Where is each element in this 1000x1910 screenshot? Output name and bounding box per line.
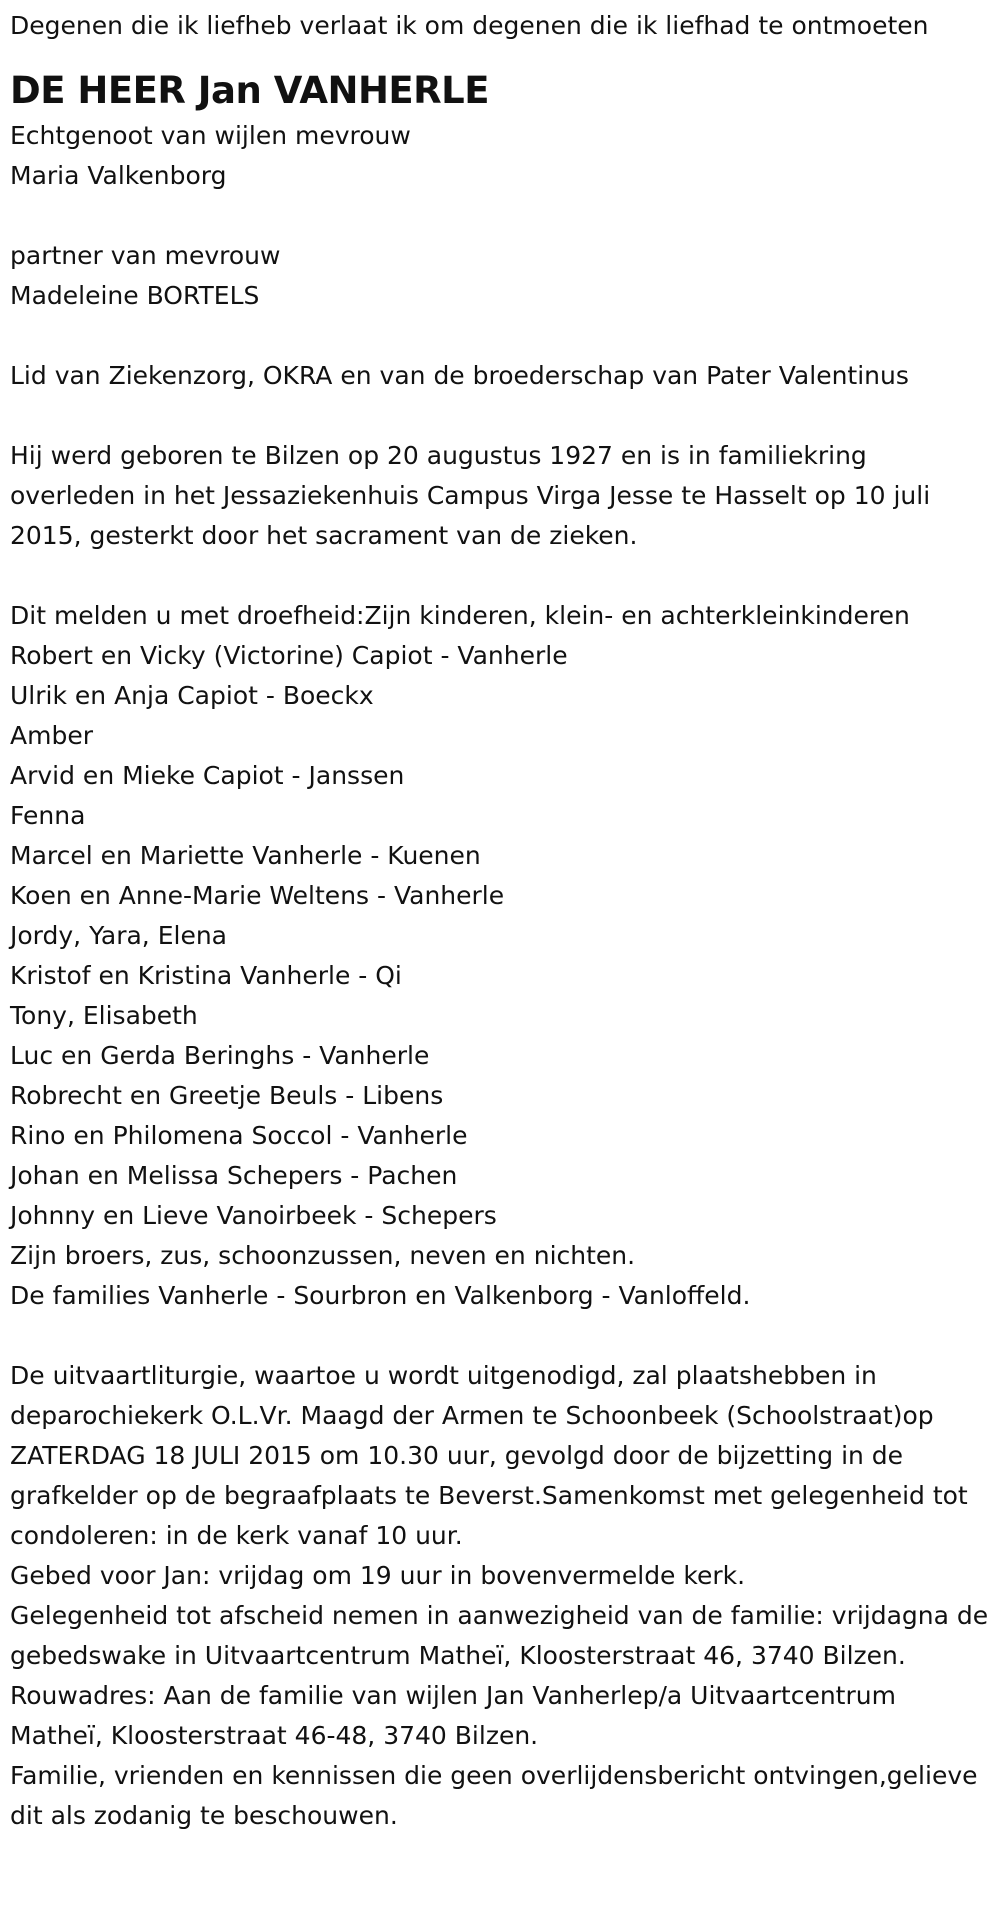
mourner-line: Arvid en Mieke Capiot - Janssen <box>10 761 405 790</box>
funeral-liturgy: De uitvaartliturgie, waartoe u wordt uitgenodigd, zal plaatshebben in deparochiekerk O.L.Vr. Maagd der Armen te Schoonbeek (Schoolstraat)op ZATERDAG 18 JULI 2015 om 10.30 uur, gevolgd door de bijzetting in de grafkelder op de begraafplaats te Beverst.Samenkomst met gelegenheid tot condoleren: in de kerk vanaf 10 uur. <box>10 1361 968 1550</box>
mourner-line: Johan en Melissa Schepers - Pachen <box>10 1161 458 1190</box>
deceased-name: DE HEER Jan VANHERLE <box>10 69 490 112</box>
spouse-line-1: Echtgenoot van wijlen mevrouw <box>10 121 411 150</box>
farewell-info: Gelegenheid tot afscheid nemen in aanwezigheid van de familie: vrijdagna de gebedswake in Uitvaartcentrum Matheï, Kloosterstraat 46, 3740 Bilzen. <box>10 1601 989 1670</box>
mourner-line: Robert en Vicky (Victorine) Capiot - Vanherle <box>10 641 568 670</box>
prayer-service: Gebed voor Jan: vrijdag om 19 uur in bovenvermelde kerk. <box>10 1561 746 1590</box>
membership: Lid van Ziekenzorg, OKRA en van de broederschap van Pater Valentinus <box>10 361 909 390</box>
spacer <box>10 316 990 356</box>
mourning-address: Rouwadres: Aan de familie van wijlen Jan Vanherlep/a Uitvaartcentrum Matheï, Kloosterstraat 46-48, 3740 Bilzen. <box>10 1681 896 1750</box>
spacer <box>10 396 990 436</box>
mourner-line: Ulrik en Anja Capiot - Boeckx <box>10 681 374 710</box>
mourner-line: De families Vanherle - Sourbron en Valkenborg - Vanloffeld. <box>10 1281 751 1310</box>
notice-text: Familie, vrienden en kennissen die geen overlijdensbericht ontvingen,gelieve dit als zodanig te beschouwen. <box>10 1761 978 1830</box>
mourner-line: Kristof en Kristina Vanherle - Qi <box>10 961 402 990</box>
spouse-line-2: Maria Valkenborg <box>10 161 227 190</box>
spacer <box>10 1316 990 1356</box>
birth-death-paragraph: Hij werd geboren te Bilzen op 20 augustus 1927 en is in familiekring overleden in het Jessaziekenhuis Campus Virga Jesse te Hasselt op 10 juli 2015, gesterkt door het sacrament van de zieken. <box>10 441 931 550</box>
motto: Degenen die ik liefheb verlaat ik om degenen die ik liefhad te ontmoeten <box>10 11 929 40</box>
mourner-line: Rino en Philomena Soccol - Vanherle <box>10 1121 468 1150</box>
mourner-line: Jordy, Yara, Elena <box>10 921 227 950</box>
mourner-line: Johnny en Lieve Vanoirbeek - Schepers <box>10 1201 497 1230</box>
partner-line-2: Madeleine BORTELS <box>10 281 260 310</box>
mourner-line: Robrecht en Greetje Beuls - Libens <box>10 1081 444 1110</box>
mourner-line: Zijn broers, zus, schoonzussen, neven en nichten. <box>10 1241 636 1270</box>
spacer <box>10 556 990 596</box>
mourners-intro: Dit melden u met droefheid:Zijn kinderen, klein- en achterkleinkinderen <box>10 601 910 630</box>
mourner-line: Marcel en Mariette Vanherle - Kuenen <box>10 841 481 870</box>
partner-line-1: partner van mevrouw <box>10 241 281 270</box>
spacer <box>10 196 990 236</box>
mourner-line: Tony, Elisabeth <box>10 1001 198 1030</box>
mourners-list <box>10 636 990 1316</box>
mourner-line: Koen en Anne-Marie Weltens - Vanherle <box>10 881 505 910</box>
mourner-line: Luc en Gerda Beringhs - Vanherle <box>10 1041 430 1070</box>
mourner-line: Amber <box>10 721 93 750</box>
mourner-line: Fenna <box>10 801 86 830</box>
